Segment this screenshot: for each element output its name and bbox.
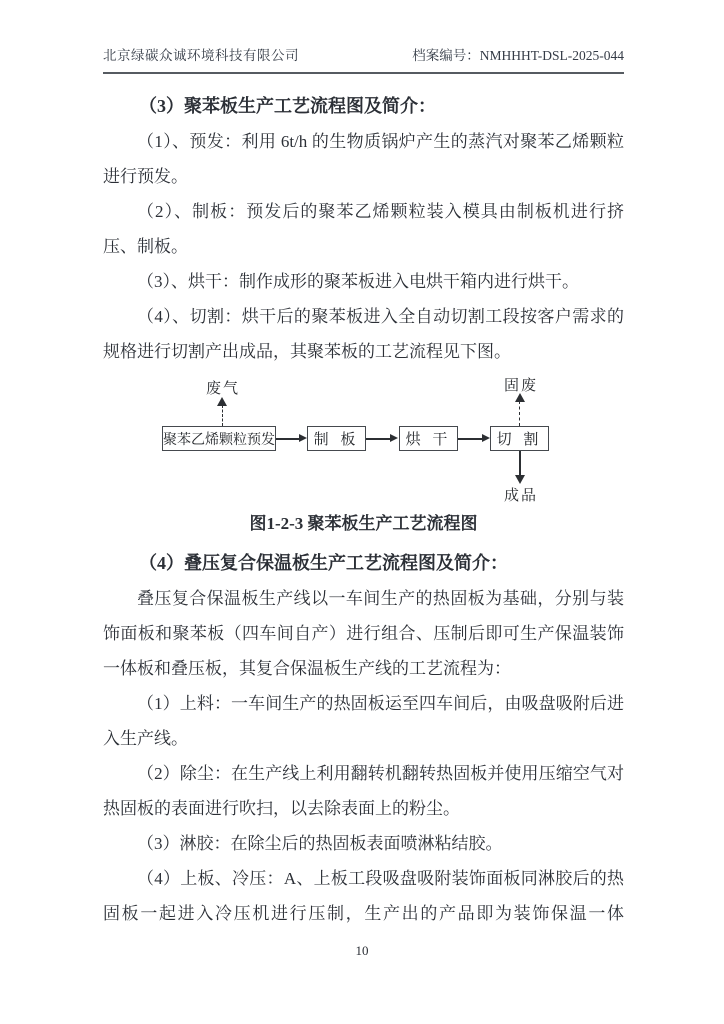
process-flowchart — [103, 372, 624, 506]
company-name: 北京绿碳众诚环境科技有限公司 — [103, 48, 299, 63]
solid-waste-dashed-line — [519, 401, 520, 426]
section3-title: （3）聚苯板生产工艺流程图及简介： — [139, 96, 436, 116]
section3-paragraph-1: （1）、预发：利用 6t/h 的生物质锅炉产生的蒸汽对聚苯乙烯颗粒进行预发。 — [103, 132, 624, 186]
flow-connector-line — [366, 438, 390, 440]
figure-caption: 图1-2-3 聚苯板生产工艺流程图 — [249, 514, 478, 533]
waste-gas-dashed-line — [222, 405, 223, 426]
section3-paragraph-3: （3）、烘干：制作成形的聚苯板进入电烘干箱内进行烘干。 — [137, 272, 579, 291]
waste-gas-label: 废气 — [206, 381, 241, 397]
solid-waste-label: 固废 — [504, 378, 539, 394]
product-line — [519, 451, 521, 476]
section4-paragraph-4: （4）上板、冷压：A、上板工段吸盘吸附装饰面板同淋胶后的热固板一起进入冷压机进行压制，生产出的产品即为装饰保温一体 — [103, 869, 624, 923]
section3-paragraph-2: （2）、制板：预发后的聚苯乙烯颗粒装入模具由制板机进行挤压、制板。 — [103, 202, 624, 256]
arrow-right-icon — [482, 434, 490, 442]
flow-connector-line — [458, 438, 482, 440]
product-label: 成品 — [504, 488, 539, 504]
page-header — [103, 46, 624, 74]
flow-box-prefoaming: 聚苯乙烯颗粒预发 — [162, 426, 276, 451]
section4-title: （4）叠压复合保温板生产工艺流程图及简介： — [139, 553, 508, 573]
flow-box-cutting: 切 割 — [490, 426, 549, 451]
arrow-down-icon — [515, 475, 525, 484]
section3-content — [103, 88, 624, 369]
archive-number: 档案编号：NMHHHT-DSL-2025-044 — [412, 48, 624, 63]
flow-box-drying: 烘 干 — [399, 426, 458, 451]
section4-content — [103, 545, 624, 931]
arrow-right-icon — [299, 434, 307, 442]
page-number: 10 — [355, 943, 369, 958]
flow-connector-line — [276, 438, 299, 440]
section4-intro: 叠压复合保温板生产线以一车间生产的热固板为基础，分别与装饰面板和聚苯板（四车间自产）进行组合、压制后即可生产保温装饰一体板和叠压板，其复合保温板生产线的工艺流程为： — [103, 589, 624, 678]
flow-box-board-making: 制 板 — [307, 426, 366, 451]
section4-paragraph-3: （3）淋胶：在除尘后的热固板表面喷淋粘结胶。 — [137, 834, 503, 853]
section4-paragraph-2: （2）除尘：在生产线上利用翻转机翻转热固板并使用压缩空气对热固板的表面进行吹扫，以去除表面上的粉尘。 — [103, 764, 624, 818]
arrow-right-icon — [390, 434, 398, 442]
section4-paragraph-1: （1）上料：一车间生产的热固板运至四车间后，由吸盘吸附后进入生产线。 — [103, 694, 624, 748]
section3-paragraph-4: （4）、切割：烘干后的聚苯板进入全自动切割工段按客户需求的规格进行切割产出成品，其聚苯板的工艺流程见下图。 — [103, 307, 624, 361]
